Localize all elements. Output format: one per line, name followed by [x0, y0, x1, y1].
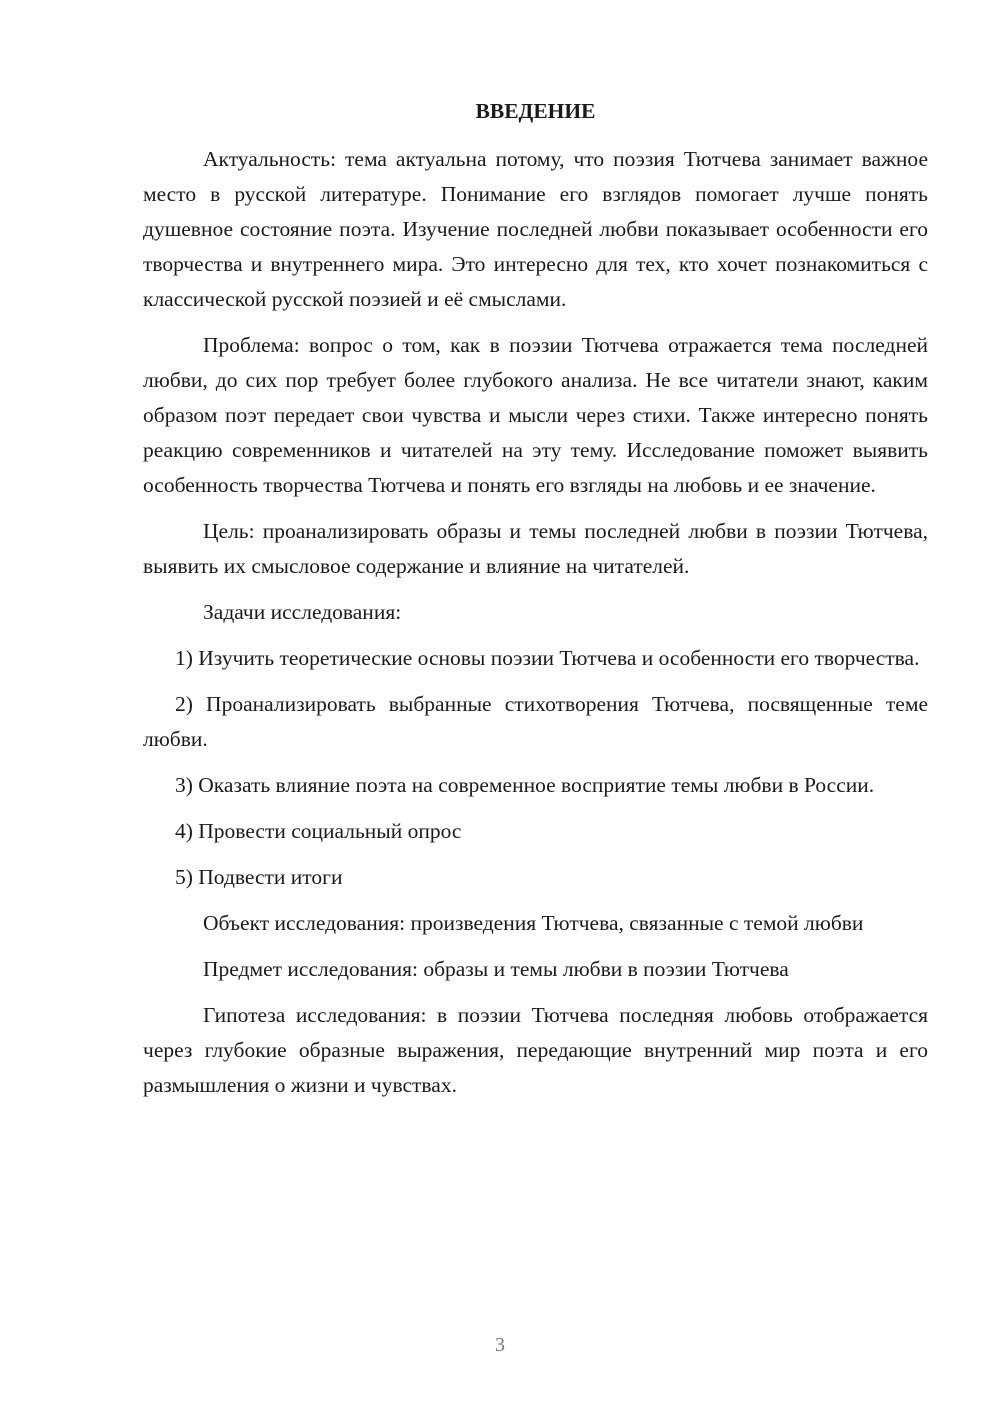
- page-number: 3: [495, 1334, 505, 1356]
- subject-paragraph: Предмет исследования: образы и темы любви в поэзии Тютчева: [203, 957, 789, 981]
- object-paragraph: Объект исследования: произведения Тютчева, связанные с темой любви: [203, 911, 864, 935]
- problem-paragraph: Проблема: вопрос о том, как в поэзии Тютчева отражается тема последней любви, до сих пор требует более глубокого анализа. Не все читатели знают, каким образом поэт передает свои чувства и мысли через стихи. Также интересно понять реакцию современников и читателей на эту тему. Исследование поможет выявить особенность творчества Тютчева и понять его взгляды на любовь и ее значение.: [143, 333, 928, 497]
- task-item-2: 2) Проанализировать выбранные стихотворения Тютчева, посвященные теме любви.: [143, 692, 928, 751]
- tasks-list: [143, 641, 928, 895]
- task-item-3: 3) Оказать влияние поэта на современное восприятие темы любви в России.: [175, 773, 875, 797]
- goal-paragraph: Цель: проанализировать образы и темы последней любви в поэзии Тютчева, выявить их смысловое содержание и влияние на читателей.: [143, 519, 928, 578]
- tasks-title: Задачи исследования:: [203, 600, 402, 624]
- section-heading: ВВЕДЕНИЕ: [475, 99, 596, 123]
- page-content: [143, 94, 928, 1114]
- relevance-paragraph: Актуальность: тема актуальна потому, что поэзия Тютчева занимает важное место в русской литературе. Понимание его взглядов помогает лучше понять душевное состояние поэта. Изучение последней любви показывает особенности его творчества и внутреннего мира. Это интересно для тех, кто хочет познакомиться с классической русской поэзией и её смыслами.: [143, 147, 928, 311]
- task-item-4: 4) Провести социальный опрос: [175, 819, 462, 843]
- task-item-5: 5) Подвести итоги: [175, 865, 343, 889]
- task-item-1: 1) Изучить теоретические основы поэзии Тютчева и особенности его творчества.: [175, 646, 920, 670]
- hypothesis-paragraph: Гипотеза исследования: в поэзии Тютчева последняя любовь отображается через глубокие образные выражения, передающие внутренний мир поэта и его размышления о жизни и чувствах.: [143, 1003, 928, 1097]
